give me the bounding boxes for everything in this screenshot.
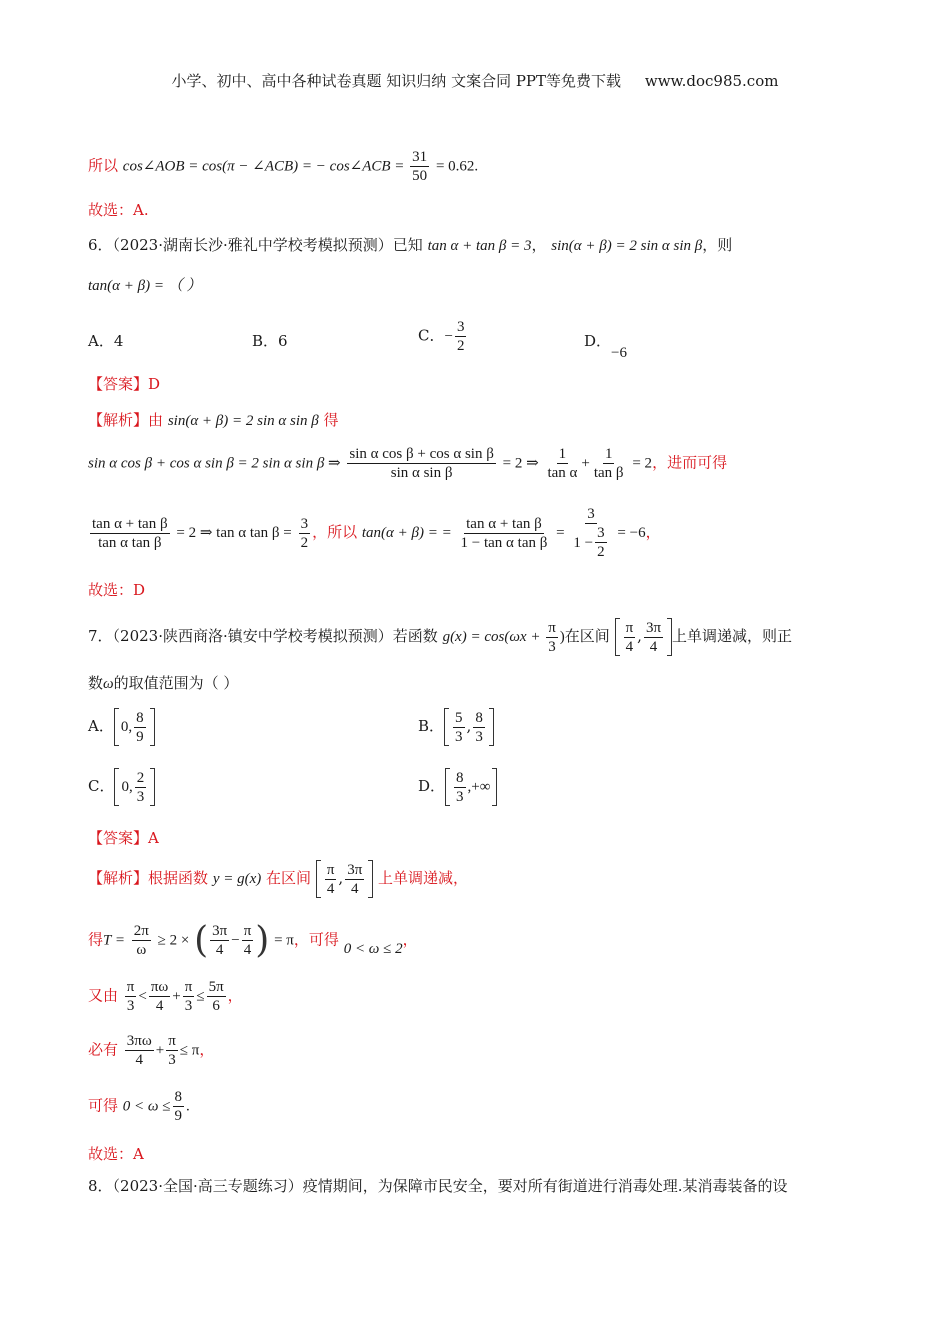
q6-math-1: tan α + tan β = 3 — [427, 238, 532, 254]
q7-option-d[interactable]: D． $\frac{8}{3}$ ,+∞ — [418, 768, 497, 806]
q7-analysis-line1: 【解析】根据函数 y = g(x) 在区间 $\frac{\pi}{4}$ , $\frac{3\pi}{4}$ 上单调递减， — [88, 861, 469, 897]
q6-choose: 故选：D — [88, 581, 146, 599]
q6-analysis-line3: $\frac{\text{tan α + tan β}}{\text{tan α tan β}}$ = 2 ⇒ tan α tan β = $\frac{3}{2}$ ，所以 tan(α + β) = = $\frac{\text{tan α + tan β}}{\text{1 − tan α tan β}}$ = 3 1 − $\frac{3}{2}$ = −6， — [92, 506, 661, 560]
q7-analysis-line2: 得T = $\frac{2\pi}{\omega}$ ≥ 2 × ( $\frac{3\pi}{4}$ − $\frac{\pi}{4}$ ) = π，可得 0 < ω ≤ 2， — [88, 919, 418, 961]
q7-option-a[interactable]: A． 0, $\frac{8}{9}$ — [88, 708, 155, 746]
intro-math-a: cos∠AOB = cos(π − ∠ACB) = − cos∠ACB = — [122, 158, 409, 175]
page-header: 小学、初中、高中各种试卷真题 知识归纳 文案合同 PPT等免费下载 www.doc985.com — [171, 72, 779, 90]
q7-option-c[interactable]: C． 0, $\frac{2}{3}$ — [88, 768, 155, 806]
q7-stem-line2: 数ω的取值范围为（ ） — [88, 674, 239, 692]
q6-analysis-line1: 【解析】由 sin(α + β) = 2 sin α sin β 得 — [88, 411, 339, 429]
q7-analysis-line5: 可得 0 < ω ≤ $\frac{8}{9}$ . — [88, 1089, 190, 1124]
q6-stem: 6．（2023·湖南长沙·雅礼中学校考模拟预测）已知 tan α + tan β = 3， sin(α + β) = 2 sin α sin β，则 — [88, 236, 733, 254]
q6-analysis-line2: sin α cos β + cos α sin β = 2 sin α sin β ⇒ $\frac{\text{sin α cos β + cos α sin β}}{\text{sin α sin β}}$ = 2 ⇒ $\frac{1}{\text{tan α}}$ + $\frac{1}{\text{tan β}}$ = 2，进而可得 — [88, 446, 728, 481]
intro-prefix: 所以 — [88, 156, 119, 175]
q8-source: （2023·全国·高三专题练习） — [112, 1177, 303, 1195]
intro-line — [88, 148, 478, 185]
q6-option-d[interactable]: D．−6 — [584, 332, 627, 361]
q6-stem-line2: tan(α + β) = （ ） — [88, 278, 202, 294]
intro-math-b: = 0.62. — [435, 158, 479, 175]
q7-analysis-line4: 必有 $\frac{3\pi\omega}{4}$ + $\frac{\pi}{3}$ ≤ π， — [88, 1033, 215, 1068]
q6-option-a[interactable]: A．4 — [88, 332, 124, 350]
q6-answer: 【答案】D — [88, 375, 161, 393]
q6-math-2: sin(α + β) = 2 sin α sin β — [551, 238, 703, 254]
q6-option-b[interactable]: B．6 — [252, 332, 288, 350]
q7-choose: 故选：A — [88, 1145, 144, 1163]
q6-number: 6． — [88, 236, 113, 254]
q6-source: （2023·湖南长沙·雅礼中学校考模拟预测） — [112, 236, 393, 254]
intro-fraction: $\frac{31}{50}$ — [412, 149, 428, 184]
q7-analysis-line3: 又由 $\frac{\pi}{3}$ < $\frac{\pi\omega}{4}$ + $\frac{\pi}{3}$ ≤ $\frac{5\pi}{6}$ ， — [88, 979, 243, 1014]
q6-option-c[interactable]: C．− $\frac{3}{2}$ — [418, 319, 465, 354]
intro-choose: 故选：A. — [88, 201, 149, 219]
q7-stem: 7．（2023·陕西商洛·镇安中学校考模拟预测）若函数 g(x) = cos(ωx + $\frac{\pi}{3}$ )在区间 $\frac{\pi}{4}$ , $\frac{3\pi}{4}$ 上单调递减，则正 — [88, 619, 793, 655]
q8-stem: 8．（2023·全国·高三专题练习）疫情期间，为保障市民安全，要对所有街道进行消毒处理.某消毒装备的设 — [88, 1177, 788, 1195]
q7-source: （2023·陕西商洛·镇安中学校考模拟预测） — [112, 627, 393, 645]
q7-answer: 【答案】A — [88, 829, 159, 847]
q7-option-b[interactable]: B． $\frac{5}{3}$ , $\frac{8}{3}$ — [418, 708, 494, 746]
